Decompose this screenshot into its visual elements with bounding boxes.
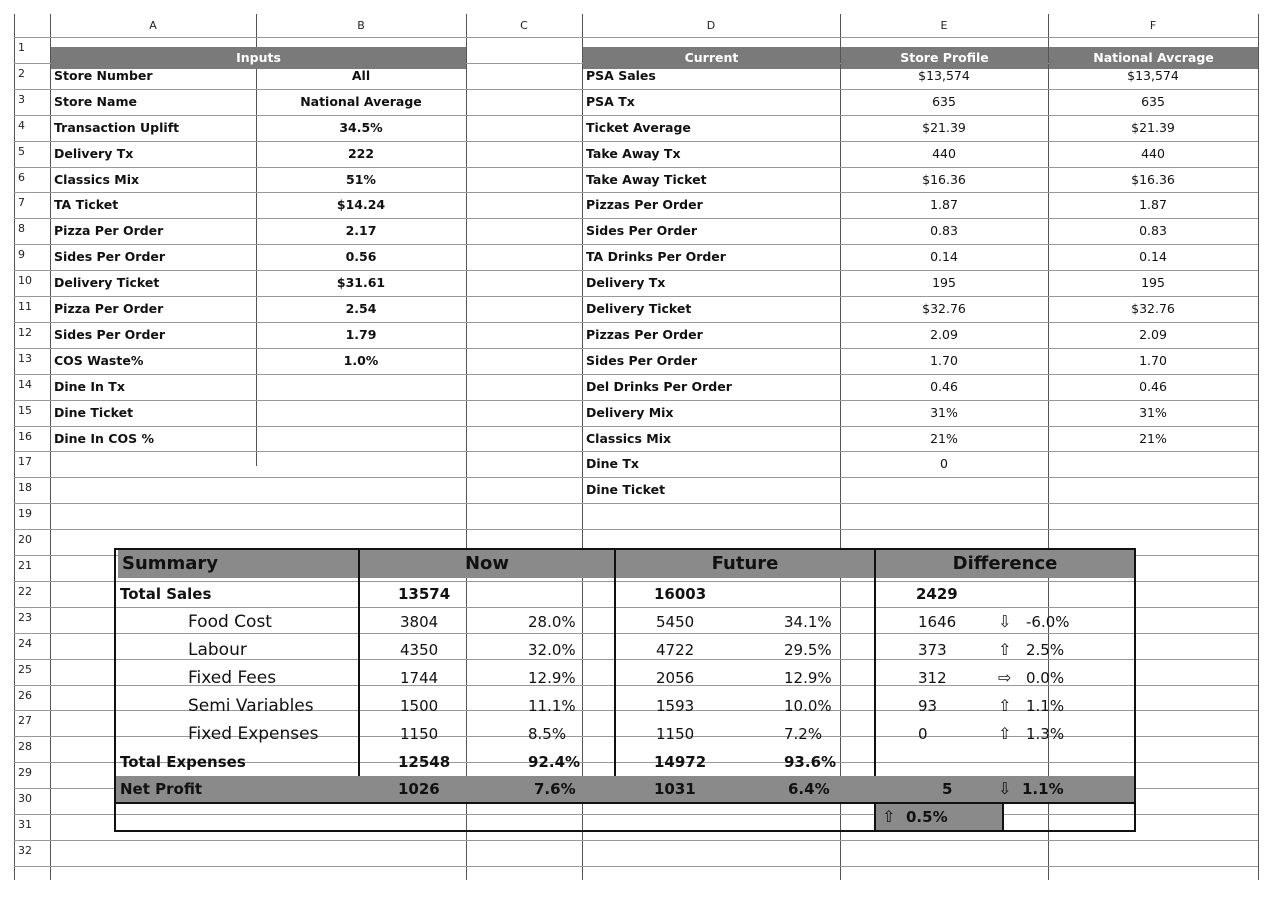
input-value[interactable]: 1.79 — [345, 326, 377, 342]
input-value[interactable]: 34.5% — [339, 119, 383, 135]
col-header-b[interactable]: B — [357, 19, 365, 32]
store-profile-value[interactable]: 195 — [932, 275, 956, 291]
summary-future-value: 5450 — [656, 613, 695, 631]
input-value[interactable]: 2.54 — [345, 301, 377, 316]
net-profit-future: 1031 — [654, 780, 696, 798]
store-profile-value[interactable]: 31% — [930, 404, 958, 420]
summary-future-pct: 10.0% — [784, 697, 832, 715]
summary-arrow-icon: ⇧ — [998, 696, 1012, 715]
summary-now-pct: 28.0% — [528, 613, 576, 631]
total-sales-diff: 2429 — [916, 585, 958, 603]
input-label[interactable]: Classics Mix — [54, 171, 140, 187]
summary-arrow-icon: ⇧ — [998, 724, 1012, 743]
store-profile-value[interactable]: 440 — [932, 145, 956, 161]
summary-arrow-icon: ⇧ — [998, 640, 1012, 659]
row-header[interactable]: 9 — [18, 248, 25, 262]
national-average-value[interactable]: 635 — [1141, 93, 1165, 109]
input-value[interactable] — [256, 400, 466, 425]
input-value[interactable]: All — [351, 67, 371, 83]
row-header[interactable]: 21 — [18, 559, 32, 572]
net-profit-future-pct: 6.4% — [788, 780, 830, 798]
col-header-c[interactable]: C — [520, 19, 528, 32]
input-label[interactable]: Sides Per Order — [54, 249, 166, 265]
input-label[interactable]: Delivery Ticket — [54, 275, 160, 291]
current-label[interactable]: Dine Ticket — [586, 482, 666, 498]
national-average-value[interactable]: 195 — [1141, 275, 1165, 291]
summary-now-value: 1150 — [400, 725, 439, 743]
national-average-value[interactable]: 2.09 — [1139, 326, 1167, 342]
input-value[interactable] — [256, 374, 466, 399]
store-profile-value[interactable]: $16.36 — [922, 171, 966, 187]
total-sales-future: 16003 — [654, 585, 707, 603]
col-header-d[interactable]: D — [706, 19, 716, 32]
row-header[interactable]: 1 — [18, 41, 25, 54]
summary-now-value: 4350 — [400, 641, 439, 659]
row-header[interactable]: 15 — [18, 403, 32, 417]
row-header[interactable]: 12 — [18, 325, 32, 339]
store-profile-value[interactable]: 0.46 — [930, 378, 958, 394]
row-header[interactable]: 25 — [18, 662, 32, 676]
summary-diff-pct: 1.3% — [1026, 725, 1065, 743]
current-header: Current — [583, 47, 840, 69]
national-average-value[interactable]: $13,574 — [1127, 67, 1179, 83]
summary-future-pct: 7.2% — [784, 725, 823, 743]
future-header: Future — [616, 550, 874, 578]
current-label[interactable]: Pizzas Per Order — [586, 197, 703, 213]
row-header[interactable]: 4 — [18, 118, 25, 132]
summary-diff-value: 0 — [918, 725, 928, 743]
row-header[interactable]: 3 — [18, 92, 25, 106]
current-label[interactable]: PSA Sales — [586, 67, 656, 83]
national-average-value[interactable]: $16.36 — [1131, 171, 1175, 187]
total-expenses-label: Total Expenses — [120, 753, 246, 771]
national-average-value[interactable] — [1048, 451, 1258, 476]
national-average-value[interactable]: $21.39 — [1131, 119, 1175, 135]
summary-diff-value: 1646 — [918, 613, 957, 631]
store-profile-value[interactable]: 21% — [930, 430, 958, 446]
summary-line-label: Labour — [188, 640, 247, 660]
summary-future-value: 1150 — [656, 725, 695, 743]
input-label[interactable]: Store Name — [54, 93, 137, 109]
store-profile-value[interactable]: $32.76 — [922, 301, 966, 316]
summary-now-value: 1744 — [400, 669, 439, 687]
input-value[interactable]: 1.0% — [343, 352, 379, 368]
store-profile-value[interactable]: 1.70 — [930, 352, 958, 368]
input-label[interactable]: TA Ticket — [54, 197, 119, 213]
store-profile-value[interactable]: 0.83 — [930, 223, 958, 239]
divider — [614, 550, 616, 804]
inputs-header: Inputs — [51, 47, 466, 69]
row-header[interactable]: 29 — [18, 766, 32, 780]
current-label[interactable]: Del Drinks Per Order — [586, 378, 732, 394]
total-expenses-future-pct: 93.6% — [784, 753, 837, 771]
col-header-a[interactable]: A — [149, 19, 157, 32]
row-header[interactable]: 17 — [18, 455, 32, 469]
current-label[interactable]: Delivery Tx — [586, 275, 666, 291]
col-header-f[interactable]: F — [1149, 19, 1157, 32]
summary-title: Summary — [118, 550, 362, 578]
current-label[interactable]: Classics Mix — [586, 430, 672, 446]
row-header[interactable]: 2 — [18, 66, 25, 80]
input-value[interactable]: National Average — [300, 93, 422, 109]
current-label[interactable]: Sides Per Order — [586, 223, 698, 239]
footer-arrow-icon: ⇧ — [882, 807, 896, 826]
summary-diff-pct: 1.1% — [1026, 697, 1065, 715]
summary-diff-value: 373 — [918, 641, 947, 659]
current-label[interactable]: Pizzas Per Order — [586, 326, 703, 342]
grid-line — [14, 529, 1258, 530]
input-value[interactable]: 51% — [346, 171, 376, 187]
total-expenses-now-pct: 92.4% — [528, 753, 581, 771]
row-header[interactable]: 20 — [18, 533, 32, 547]
row-header[interactable]: 28 — [18, 740, 32, 754]
summary-future-value: 2056 — [656, 669, 695, 687]
grid-line — [14, 840, 1258, 841]
summary-now-pct: 32.0% — [528, 641, 576, 659]
national-average-value[interactable]: 0.83 — [1139, 223, 1167, 239]
store-profile-value[interactable]: 1.87 — [930, 197, 958, 213]
current-label[interactable]: Take Away Tx — [586, 145, 681, 161]
input-value[interactable]: $14.24 — [336, 197, 386, 213]
summary-arrow-icon: ⇨ — [998, 668, 1012, 687]
row-header[interactable]: 30 — [18, 792, 32, 806]
now-header: Now — [360, 550, 614, 578]
input-label[interactable]: Pizza Per Order — [54, 301, 164, 316]
row-header[interactable]: 16 — [18, 429, 32, 443]
summary-line-label: Fixed Expenses — [188, 724, 319, 744]
summary-line-label: Fixed Fees — [188, 668, 277, 688]
grid-line — [14, 503, 1258, 504]
national-average-value[interactable]: 0.46 — [1139, 378, 1167, 394]
summary-now-value: 3804 — [400, 613, 439, 631]
total-sales-now: 13574 — [398, 585, 451, 603]
row-header[interactable]: 10 — [18, 274, 32, 288]
row-header[interactable]: 27 — [18, 714, 32, 728]
store-profile-value[interactable]: 635 — [932, 93, 956, 109]
summary-now-pct: 8.5% — [528, 725, 567, 743]
difference-header: Difference — [876, 550, 1134, 578]
summary-table — [114, 548, 1136, 832]
row-header[interactable]: 13 — [18, 351, 32, 365]
national-average-value[interactable] — [1048, 477, 1258, 502]
input-label[interactable]: Pizza Per Order — [54, 223, 164, 239]
store-profile-value[interactable]: 0.14 — [930, 249, 958, 265]
summary-line-label: Food Cost — [188, 612, 272, 632]
input-label[interactable]: Dine In COS % — [54, 430, 154, 446]
summary-future-pct: 34.1% — [784, 613, 832, 631]
national-average-value[interactable]: 440 — [1141, 145, 1165, 161]
row-header[interactable]: 24 — [18, 636, 32, 650]
total-expenses-now: 12548 — [398, 753, 451, 771]
input-label[interactable]: Transaction Uplift — [54, 119, 180, 135]
current-label[interactable]: Sides Per Order — [586, 352, 698, 368]
summary-diff-pct: -6.0% — [1026, 613, 1070, 631]
input-label[interactable]: Sides Per Order — [54, 326, 166, 342]
current-label[interactable]: PSA Tx — [586, 93, 635, 109]
grid-line — [14, 37, 1258, 38]
input-value[interactable]: 2.17 — [345, 223, 377, 239]
col-header-e[interactable]: E — [940, 19, 948, 32]
net-profit-diff-pct: 1.1% — [1022, 780, 1064, 798]
net-profit-diff: 5 — [942, 780, 953, 798]
national-average-header: National Avcrage — [1049, 47, 1258, 69]
current-label[interactable]: Delivery Mix — [586, 404, 674, 420]
row-header[interactable]: 31 — [18, 818, 32, 831]
store-profile-value[interactable]: $13,574 — [918, 67, 970, 83]
input-value[interactable] — [256, 426, 466, 451]
national-average-value[interactable]: 0.14 — [1139, 249, 1167, 265]
input-value[interactable]: 222 — [347, 145, 375, 161]
input-label[interactable]: Dine In Tx — [54, 378, 125, 394]
store-profile-header: Store Profile — [841, 47, 1048, 69]
store-profile-value[interactable]: 0 — [940, 456, 948, 472]
input-value[interactable]: 0.56 — [345, 249, 377, 265]
row-header[interactable]: 18 — [18, 481, 32, 495]
input-label[interactable]: COS Waste% — [54, 352, 144, 368]
national-average-value[interactable]: 31% — [1139, 404, 1167, 420]
row-header[interactable]: 26 — [18, 688, 32, 702]
row-header[interactable]: 23 — [18, 610, 32, 624]
current-label[interactable]: TA Drinks Per Order — [586, 249, 726, 265]
summary-future-pct: 29.5% — [784, 641, 832, 659]
national-average-value[interactable]: 1.70 — [1139, 352, 1167, 368]
current-label[interactable]: Take Away Ticket — [586, 171, 707, 187]
summary-diff-pct: 2.5% — [1026, 641, 1065, 659]
store-profile-value[interactable] — [840, 477, 1048, 502]
current-label[interactable]: Dine Tx — [586, 456, 639, 472]
summary-future-value: 4722 — [656, 641, 695, 659]
summary-diff-value: 312 — [918, 669, 947, 687]
row-header[interactable]: 8 — [18, 222, 25, 236]
national-average-value[interactable]: 21% — [1139, 430, 1167, 446]
footer-change-pct: 0.5% — [906, 808, 948, 826]
summary-future-value: 1593 — [656, 697, 695, 715]
store-profile-value[interactable]: 2.09 — [930, 326, 958, 342]
current-label[interactable]: Ticket Average — [586, 119, 691, 135]
row-header[interactable]: 5 — [18, 144, 25, 158]
net-profit-now: 1026 — [398, 780, 440, 798]
summary-diff-value: 93 — [918, 697, 938, 715]
input-value[interactable]: $31.61 — [336, 275, 386, 291]
row-header[interactable]: 14 — [18, 377, 32, 391]
summary-now-value: 1500 — [400, 697, 439, 715]
total-sales-label: Total Sales — [120, 585, 212, 603]
summary-arrow-icon: ⇩ — [998, 612, 1012, 631]
row-header[interactable]: 7 — [18, 196, 25, 210]
net-profit-arrow-icon: ⇩ — [998, 779, 1012, 798]
summary-now-pct: 12.9% — [528, 669, 576, 687]
row-header[interactable]: 22 — [18, 584, 32, 598]
net-profit-band — [116, 776, 1134, 802]
summary-future-pct: 12.9% — [784, 669, 832, 687]
national-average-value[interactable]: 1.87 — [1139, 197, 1167, 213]
total-expenses-future: 14972 — [654, 753, 707, 771]
grid-line — [1258, 14, 1259, 880]
input-label[interactable]: Dine Ticket — [54, 404, 134, 420]
row-header[interactable]: 19 — [18, 507, 32, 521]
row-header[interactable]: 32 — [18, 843, 32, 857]
summary-diff-pct: 0.0% — [1026, 669, 1065, 687]
national-average-value[interactable]: $32.76 — [1131, 301, 1175, 316]
row-header[interactable]: 6 — [18, 170, 25, 184]
input-label[interactable]: Delivery Tx — [54, 145, 134, 161]
grid-line — [14, 866, 1258, 867]
summary-now-pct: 11.1% — [528, 697, 576, 715]
row-header[interactable]: 11 — [18, 300, 32, 313]
net-profit-now-pct: 7.6% — [534, 780, 576, 798]
summary-line-label: Semi Variables — [188, 696, 314, 716]
store-profile-value[interactable]: $21.39 — [922, 119, 966, 135]
current-label[interactable]: Delivery Ticket — [586, 301, 692, 316]
divider — [358, 550, 360, 804]
net-profit-label: Net Profit — [120, 780, 203, 798]
input-label[interactable]: Store Number — [54, 67, 153, 83]
